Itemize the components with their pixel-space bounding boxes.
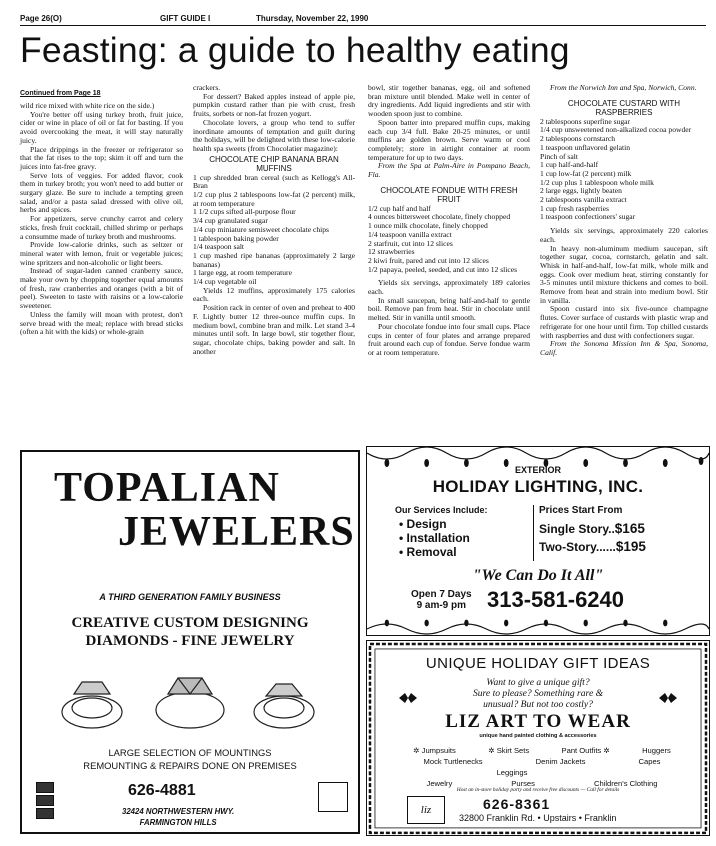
item: ✲ Skirt Sets bbox=[488, 746, 530, 755]
holly-icon bbox=[397, 689, 419, 707]
services-heading: Our Services Include: bbox=[395, 505, 488, 515]
address-line2: FARMINGTON HILLS bbox=[139, 818, 217, 827]
string-lights-border-icon bbox=[367, 617, 709, 635]
mount-line2: REMOUNTING & REPAIRS DONE ON PREMISES bbox=[83, 760, 297, 771]
item: Purses bbox=[511, 779, 535, 788]
liz-logo: liz bbox=[407, 796, 445, 824]
item: Capes bbox=[638, 757, 661, 766]
item: Children's Clothing bbox=[593, 779, 658, 788]
paragraph: You're better off using turkey broth, fruit juice, cider or wine in place of oil or fat for basting. If you avoid overcooking the meat, it will stay naturally juicy. bbox=[20, 109, 183, 145]
topalian-jewelers-ad[interactable] bbox=[20, 450, 360, 834]
ingredient: 1 ounce milk chocolate, finely chopped bbox=[368, 221, 488, 231]
headline: Feasting: a guide to healthy eating bbox=[20, 30, 570, 70]
recipe-title: CHOCOLATE CHIP BANANA BRAN MUFFINS bbox=[209, 154, 339, 173]
jeweler-logo-icon bbox=[318, 782, 348, 812]
service-item: • Removal bbox=[399, 545, 457, 559]
recipe-source: From the Sonoma Mission Inn & Spa, Sonoma, Calif. bbox=[540, 339, 708, 357]
ingredient: 1/2 cup plus 2 tablespoons low-fat (2 percent) milk, at room temperature bbox=[193, 190, 355, 208]
ingredient: 2 kiwi fruit, pared and cut into 12 slices bbox=[368, 255, 489, 265]
ingredient: 1 cup shredded bran cereal (such as Kellogg's All-Bran bbox=[193, 172, 355, 191]
recipe-source: From the Norwich Inn and Spa, Norwich, Conn. bbox=[550, 83, 697, 92]
item: ✲ Jumpsuits bbox=[413, 746, 456, 755]
ingredient: 1 cup half-and-half bbox=[540, 160, 599, 170]
rings-illustration-icon bbox=[22, 664, 358, 744]
price-row bbox=[539, 520, 707, 538]
recipe-yield: Yields six servings, approximately 220 calories each. bbox=[540, 226, 708, 244]
question-line: Sure to please? Something rare & bbox=[472, 688, 604, 699]
ingredient: 1 teaspoon unflavored gelatin bbox=[540, 142, 631, 152]
recipe-method: Spoon custard into six five-ounce champagne flutes. Cover surface of custards with plastic wrap and refrigerate for one hour until firm. Top chilled custards with raspberries and dust with confectioners sugar. bbox=[540, 304, 708, 340]
recipe-yield: Yields 12 muffins, approximately 175 calories each. bbox=[193, 285, 355, 304]
jeweler-tagline: A THIRD GENERATION FAMILY BUSINESS bbox=[99, 592, 281, 602]
item: Pant Outfits ✲ bbox=[561, 746, 610, 755]
services-line2: DIAMONDS - FINE JEWELRY bbox=[85, 633, 295, 649]
recipe-yield: Yields six servings, approximately 189 calories each. bbox=[368, 278, 530, 297]
lighting-slogan: "We Can Do It All" bbox=[472, 567, 604, 584]
item: Jewelry bbox=[426, 779, 453, 788]
holiday-lighting-ad[interactable] bbox=[366, 446, 710, 636]
paragraph: For dessert? Baked apples instead of apple pie, pumpkin custard rather than pie with crust, fresh fruits, sorbets or non-fat frozen yogurt. bbox=[193, 91, 355, 119]
recipe-method: Spoon batter into prepared muffin cups, making each cup 3/4 full. Bake 20-25 minutes, or until muffins are golden brown. Serve warm or cool completely; store in airtight container at room temperature for up to two days. bbox=[368, 117, 530, 162]
ingredient: 1/4 cup unsweetened non-alkalized cocoa powder bbox=[540, 125, 692, 135]
article-column-4 bbox=[540, 84, 708, 358]
continued-from[interactable]: Continued from Page 18 bbox=[20, 90, 101, 97]
page-number: Page 26(O) bbox=[20, 14, 62, 23]
paragraph: Provide low-calorie drinks, such as seltzer or mineral water with lemon, fruit or vegetable juices; wine spritzers and non-alcoholic or light beers. bbox=[20, 240, 183, 267]
price-label: Single Story.. bbox=[539, 522, 615, 536]
paragraph: For appetizers, serve crunchy carrot and celery sticks, fresh fruit cocktail, chilled shrimp or perhaps a consumme made of turkey broth and mushrooms. bbox=[20, 214, 183, 241]
ingredient: 2 tablespoons superfine sugar bbox=[540, 116, 631, 126]
article-column-1 bbox=[20, 102, 183, 337]
article-column-3 bbox=[368, 84, 530, 358]
item: Huggers bbox=[642, 746, 671, 755]
paragraph: crackers. bbox=[193, 83, 221, 92]
issue-date: Thursday, November 22, 1990 bbox=[256, 14, 369, 23]
lighting-phone[interactable]: 313-581-6240 bbox=[487, 587, 625, 612]
lighting-services bbox=[395, 505, 545, 559]
service-item: • Design bbox=[399, 517, 447, 531]
paragraph: Serve lots of veggies. For added flavor, cook them in turkey broth; you won't need to add butter or surgary glaze. Be sure to include a tempting green salad, and/or a pasta salad dressed with olive oil, herbs and spices. bbox=[20, 170, 183, 215]
ingredient: 1 cup mashed ripe bananas (approximately 2 large bananas) bbox=[193, 250, 355, 269]
question-line: Want to give a unique gift? bbox=[486, 677, 590, 688]
section-name: GIFT GUIDE I bbox=[160, 14, 211, 23]
ingredient: 2 starfruit, cut into 12 slices bbox=[368, 238, 453, 248]
ingredient: 1/2 papaya, peeled, seeded, and cut into 12 slices bbox=[368, 264, 518, 274]
item: Denim Jackets bbox=[535, 757, 586, 766]
paragraph: Instead of sugar-laden canned cranberry sauce, make your own by chopping together equal amounts of fresh, raw cranberries and oranges (with a bit of peel). Sweeten to taste with raisins or a low-calorie sweetener. bbox=[20, 266, 183, 311]
paragraph: wild rice mixed with white rice on the side.) bbox=[20, 101, 155, 110]
ingredient: 1/4 cup miniature semisweet chocolate chips bbox=[193, 224, 330, 234]
question-line: unusual? But not too costly? bbox=[483, 699, 593, 710]
jeweler-services bbox=[22, 614, 358, 650]
prices-heading: Prices Start From bbox=[539, 505, 623, 516]
paragraph: Place drippings in the freezer or refrigerator so that the fat rises to the top; skim it off and turn the juices into fat-free gravy. bbox=[20, 144, 183, 171]
ingredient: 1 large egg, at room temperature bbox=[193, 268, 292, 278]
ingredient: 1 1/2 cups sifted all-purpose flour bbox=[193, 207, 296, 217]
price-row bbox=[539, 538, 707, 556]
recipe-title: CHOCOLATE CUSTARD WITH RASPBERRIES bbox=[567, 98, 681, 117]
ingredient: 1/4 teaspoon salt bbox=[193, 242, 245, 252]
lighting-company-name: HOLIDAY LIGHTING, INC. bbox=[432, 477, 644, 496]
recipe-source: From the Spa at Palm-Aire in Pompano Beach, Fla. bbox=[368, 161, 530, 180]
ingredient: 1/4 teaspoon vanilla extract bbox=[368, 229, 452, 239]
jeweler-phone[interactable]: 626-4881 bbox=[128, 782, 196, 799]
holly-icon bbox=[657, 689, 679, 707]
paragraph: Chocolate lovers, a group who tend to suffer inordinate amounts of temptation and guilt during the holidays, will be delighted with these low-calorie health spa sweets (from Chocolatier magazine): bbox=[193, 117, 355, 153]
item: Leggings bbox=[496, 768, 528, 777]
address-line1: 32424 NORTHWESTERN HWY. bbox=[122, 807, 235, 816]
ingredient: 1 tablespoon baking powder bbox=[193, 233, 279, 243]
jeweler-name-line1: TOPALIAN bbox=[54, 465, 280, 511]
lighting-exterior-label: EXTERIOR bbox=[514, 465, 561, 475]
service-item: • Installation bbox=[399, 531, 470, 545]
ingredient: 3/4 cup granulated sugar bbox=[193, 216, 268, 226]
recipe-method: In small saucepan, bring half-and-half to gentle boil. Remove pan from heat. Stir in chocolate until melted. Stir in vanilla until smooth. bbox=[368, 295, 530, 323]
recipe-method: Position rack in center of oven and preheat to 400 F. Lightly butter 12 three-ounce muffin cups. In medium bowl, combine bran and milk. Let stand 3-4 minutes until soft. In large bowl, stir together flour, sugar, chocolate chips, baking powder and salt. In another bbox=[193, 303, 355, 356]
recipe-method: bowl, stir together bananas, egg, oil and softened bran mixture until blended. Make well in center of dry ingredients. Add liquid ingredients and stir with wooden spoon just to combine. bbox=[368, 83, 530, 119]
ingredient: 2 tablespoons cornstarch bbox=[540, 134, 616, 144]
lighting-hours bbox=[411, 589, 472, 611]
divider bbox=[533, 505, 534, 561]
gift-ideas-title: UNIQUE HOLIDAY GIFT IDEAS bbox=[425, 655, 651, 672]
masthead bbox=[20, 12, 706, 26]
ingredient: 2 tablespoons vanilla extract bbox=[540, 195, 627, 205]
ingredient: 1/2 cup half and half bbox=[368, 203, 431, 213]
ingredient: 1 cup low-fat (2 percent) milk bbox=[540, 168, 632, 178]
price-label: Two-Story...... bbox=[539, 540, 616, 554]
liz-tagline: unique hand painted clothing & accessories bbox=[479, 733, 597, 739]
clothing-items bbox=[397, 745, 687, 789]
ingredient: 1 teaspoon confectioners' sugar bbox=[540, 212, 636, 222]
ingredient: 2 large eggs, lightly beaten bbox=[540, 186, 622, 196]
liz-phone[interactable]: 626-8361 bbox=[483, 796, 551, 812]
liz-art-to-wear-ad[interactable] bbox=[366, 640, 710, 836]
ingredient: 4 ounces bittersweet chocolate, finely chopped bbox=[368, 212, 511, 222]
price-value: $195 bbox=[615, 539, 646, 554]
credit-cards-icon bbox=[36, 782, 54, 821]
services-line1: CREATIVE CUSTOM DESIGNING bbox=[71, 615, 309, 631]
ingredient: 1 cup fresh raspberries bbox=[540, 203, 609, 213]
ingredient: 1/4 cup vegetable oil bbox=[193, 277, 257, 287]
hours-line2: 9 am-9 pm bbox=[416, 600, 467, 611]
hours-line1: Open 7 Days bbox=[411, 589, 472, 600]
jeweler-address bbox=[122, 806, 234, 828]
paragraph: Unless the family will moan with protest, don't serve bread with the meal; replace with bread sticks (often a hit with the kids) or whole-grain bbox=[20, 309, 183, 337]
ingredient: 12 strawberries bbox=[368, 247, 415, 257]
recipe-title: CHOCOLATE FONDUE WITH FRESH FRUIT bbox=[380, 185, 518, 204]
jeweler-name-line2: JEWELERS bbox=[118, 509, 355, 555]
mount-line1: LARGE SELECTION OF MOUNTINGS bbox=[108, 747, 272, 758]
liz-address: 32800 Franklin Rd. • Upstairs • Franklin bbox=[459, 813, 617, 823]
lighting-prices bbox=[539, 505, 707, 556]
price-value: $165 bbox=[614, 521, 645, 536]
article-column-2 bbox=[193, 84, 355, 356]
party-note: Host an in-store holiday party and receive free discounts — Call for details bbox=[456, 787, 620, 793]
recipe-method: In heavy non-aluminum medium saucepan, sift together sugar, cocoa, cornstarch, gelatin and salt. Whisk in half-and-half, low-fat milk, whole milk and eggs. Cook over medium heat, stirring constantly for 3-5 minutes until mixture thickens and comes to boil. Remove from heat and strain into medium bowl. Stir in vanilla. bbox=[540, 243, 708, 305]
ingredient: 1/2 cup plus 1 tablespoon whole milk bbox=[540, 177, 654, 187]
recipe-method: Pour chocolate fondue into four small cups. Place cups in center of four plates and arrange prepared fruit around each cup of fondue. Serve fondue warm or at room temperature. bbox=[368, 321, 530, 357]
jeweler-mountings bbox=[22, 746, 358, 772]
liz-brand-name: LIZ ART TO WEAR bbox=[445, 711, 631, 732]
ingredient: Pinch of salt bbox=[540, 151, 578, 161]
item: Mock Turtlenecks bbox=[423, 757, 483, 766]
